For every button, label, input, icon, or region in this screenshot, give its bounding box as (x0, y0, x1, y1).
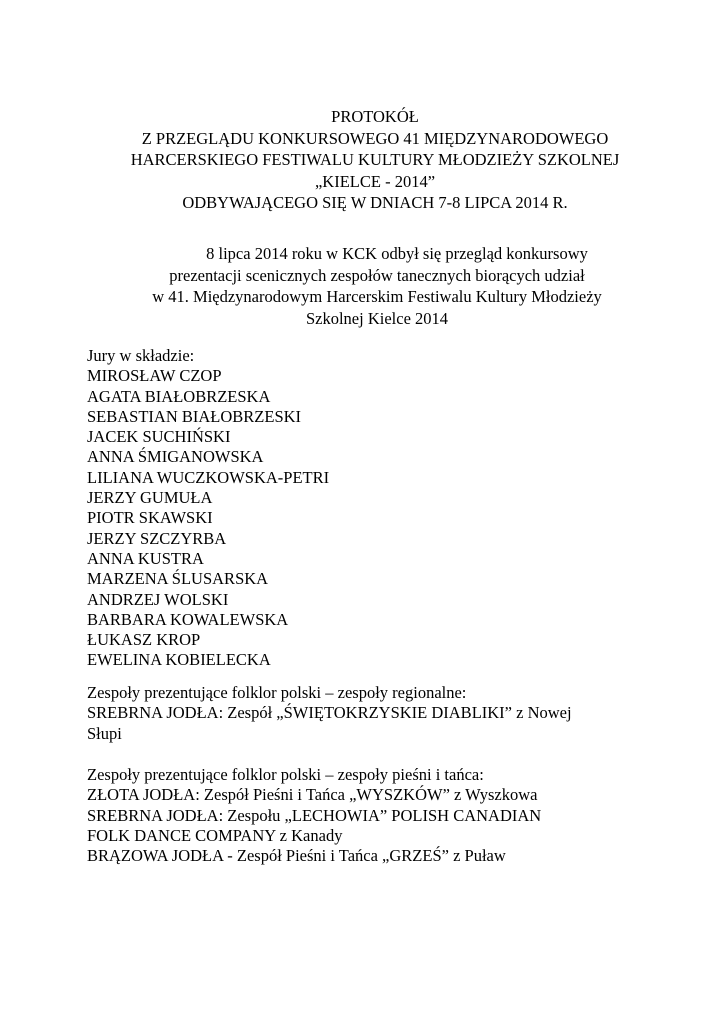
intro-line: Szkolnej Kielce 2014 (305, 308, 449, 328)
jury-member: JACEK SUCHIŃSKI (87, 427, 231, 447)
title-line: PROTOKÓŁ (331, 107, 419, 126)
title-line: Z PRZEGLĄDU KONKURSOWEGO 41 MIĘDZYNARODOWEGO (141, 128, 609, 148)
results-section-regional (87, 683, 647, 744)
intro-paragraph (82, 243, 672, 329)
jury-list (87, 346, 329, 671)
jury-member: MARZENA ŚLUSARSKA (87, 569, 269, 589)
title-line: HARCERSKIEGO FESTIWALU KULTURY MŁODZIEŻY SZKOLNEJ (130, 150, 620, 169)
result-line: SREBRNA JODŁA: Zespołu „LECHOWIA” POLISH CANADIAN (87, 805, 542, 825)
intro-line: 8 lipca 2014 roku w KCK odbył się przegląd konkursowy (206, 244, 588, 263)
jury-member: SEBASTIAN BIAŁOBRZESKI (87, 406, 302, 426)
section-heading: Zespoły prezentujące folklor polski – zespoły pieśni i tańca: (87, 765, 484, 784)
jury-member: MIROSŁAW CZOP (87, 366, 222, 386)
result-line: SREBRNA JODŁA: Zespół „ŚWIĘTOKRZYSKIE DIABLIKI” z Nowej (87, 703, 572, 723)
intro-line: prezentacji scenicznych zespołów tanecznych biorących udział (169, 265, 585, 285)
jury-member: JERZY SZCZYRBA (87, 528, 227, 548)
document-title (80, 106, 670, 214)
jury-member: LILIANA WUCZKOWSKA-PETRI (87, 467, 330, 487)
jury-member: ŁUKASZ KROP (87, 630, 201, 650)
jury-member: EWELINA KOBIELECKA (87, 650, 271, 670)
results-section-song-dance (87, 765, 647, 866)
intro-line: w 41. Międzynarodowym Harcerskim Festiwalu Kultury Młodzieży (152, 287, 602, 306)
jury-member: PIOTR SKAWSKI (87, 508, 213, 528)
result-line: BRĄZOWA JODŁA - Zespół Pieśni i Tańca „GRZEŚ” z Puław (87, 846, 506, 866)
result-line: Słupi (87, 723, 122, 743)
jury-member: JERZY GUMUŁA (87, 488, 213, 508)
jury-heading: Jury w składzie: (87, 346, 195, 365)
jury-member: BARBARA KOWALEWSKA (87, 609, 289, 629)
jury-member: ANDRZEJ WOLSKI (87, 589, 229, 609)
result-line: FOLK DANCE COMPANY z Kanady (87, 825, 343, 845)
jury-member: AGATA BIAŁOBRZESKA (87, 386, 271, 406)
result-line: ZŁOTA JODŁA: Zespół Pieśni i Tańca „WYSZKÓW” z Wyszkowa (87, 785, 538, 805)
title-line: „KIELCE - 2014” (314, 171, 436, 191)
title-line: ODBYWAJĄCEGO SIĘ W DNIACH 7-8 LIPCA 2014 R. (182, 193, 568, 212)
section-heading: Zespoły prezentujące folklor polski – zespoły regionalne: (87, 683, 467, 702)
jury-member: ANNA KUSTRA (87, 548, 204, 568)
jury-member: ANNA ŚMIGANOWSKA (87, 447, 264, 467)
